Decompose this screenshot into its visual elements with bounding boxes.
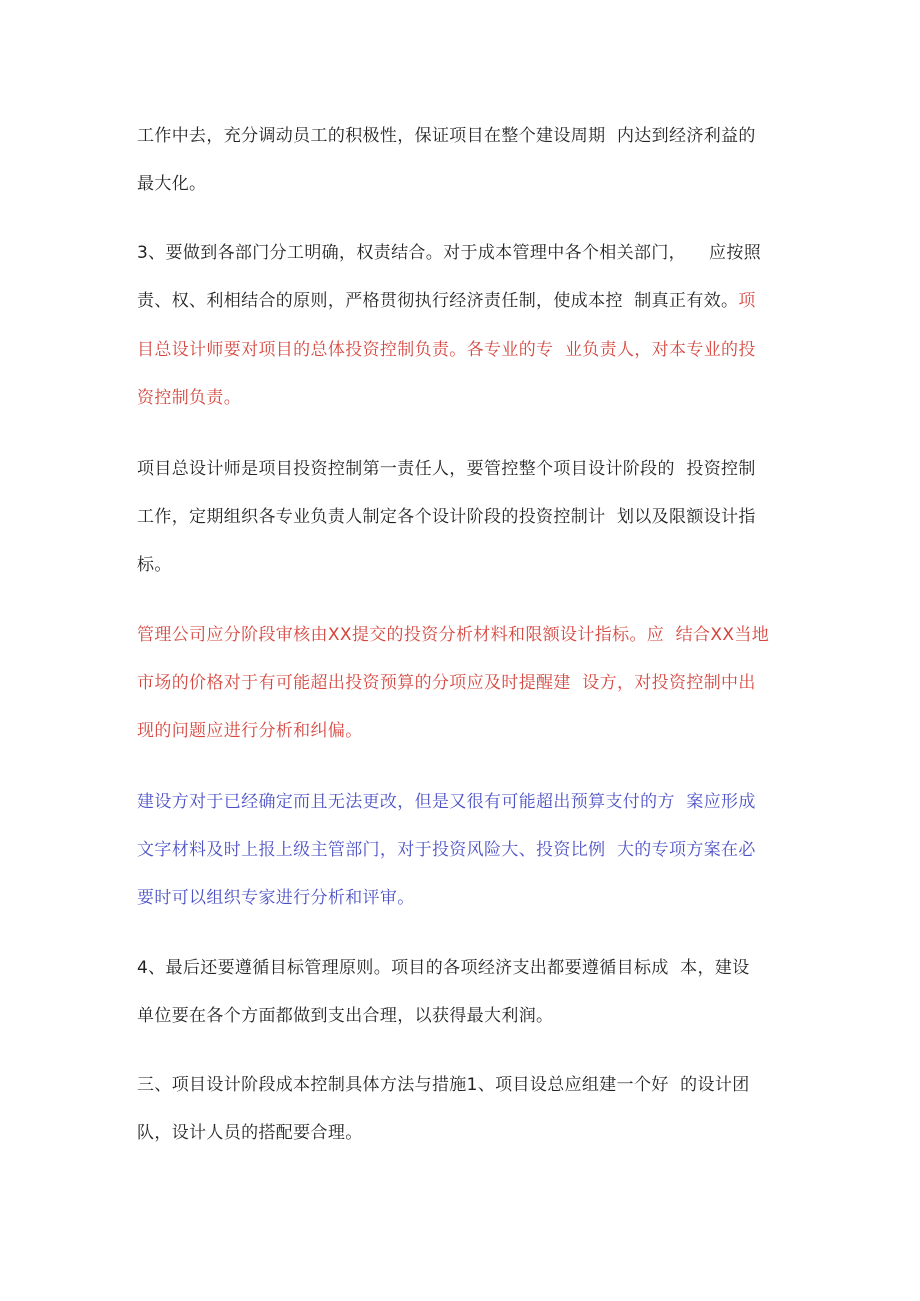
text-segment-highlight: 建设方对于已经确定而且无法更改，但是又很有可能超出预算支付的方 案应形成 <box>137 792 756 812</box>
text-segment-highlight: 市场的价格对于有可能超出投资预算的分项应及时提醒建 设方，对投资控制中出 <box>137 673 756 693</box>
text-line <box>137 457 756 481</box>
text-segment: 项目总设计师是项目投资控制第一责任人，要管控整个项目设计阶段的 投资控制 <box>137 459 756 479</box>
text-line <box>137 505 756 529</box>
text-line <box>137 956 750 980</box>
text-line <box>137 623 769 647</box>
text-line <box>137 1121 363 1145</box>
text-segment: 4、最后还要遵循目标管理原则。项目的各项经济支出都要遵循目标成 本，建设 <box>137 958 750 978</box>
text-segment: 标。 <box>137 555 172 575</box>
text-line <box>137 386 241 410</box>
text-line <box>137 1073 750 1097</box>
text-segment-highlight: 目总设计师要对项目的总体投资控制负责。各专业的专 业负责人，对本专业的投 <box>137 340 756 360</box>
text-segment-highlight: 管理公司应分阶段审核由XX提交的投资分析材料和限额设计指标。应 结合XX当地 <box>137 625 770 645</box>
text-segment-highlight: 现的问题应进行分析和纠偏。 <box>137 721 363 741</box>
text-line <box>137 124 756 148</box>
text-line <box>137 719 363 743</box>
text-line <box>137 1004 553 1028</box>
text-line <box>137 338 756 362</box>
text-segment-highlight: 要时可以组织专家进行分析和评审。 <box>137 888 415 908</box>
text-line <box>137 241 761 265</box>
text-line <box>137 289 756 313</box>
text-segment-highlight: 资控制负责。 <box>137 388 242 408</box>
text-segment: 三、项目设计阶段成本控制具体方法与措施1、项目设总应组建一个好 的设计团 <box>137 1075 750 1095</box>
text-line <box>137 553 172 577</box>
text-segment-highlight: 文字材料及时上报上级主管部门，对于投资风险大、投资比例 大的专项方案在必 <box>137 840 756 860</box>
text-line <box>137 886 415 910</box>
text-line <box>137 172 206 196</box>
text-segment: 责、权、利相结合的原则，严格贯彻执行经济责任制，使成本控 制真正有效。 <box>137 291 739 311</box>
text-segment: 3、要做到各部门分工明确，权责结合。对于成本管理中各个相关部门， 应按照 <box>137 243 762 263</box>
text-line <box>137 790 756 814</box>
text-segment: 队，设计人员的搭配要合理。 <box>137 1123 363 1143</box>
text-segment: 工作，定期组织各专业负责人制定各个设计阶段的投资控制计 划以及限额设计指 <box>137 507 756 527</box>
text-line <box>137 838 756 862</box>
text-line <box>137 671 756 695</box>
text-segment: 最大化。 <box>137 174 207 194</box>
text-segment-highlight: 项 <box>738 291 756 311</box>
text-segment: 工作中去，充分调动员工的积极性，保证项目在整个建设周期 内达到经济利益的 <box>137 126 756 146</box>
text-segment: 单位要在各个方面都做到支出合理，以获得最大利润。 <box>137 1006 554 1026</box>
